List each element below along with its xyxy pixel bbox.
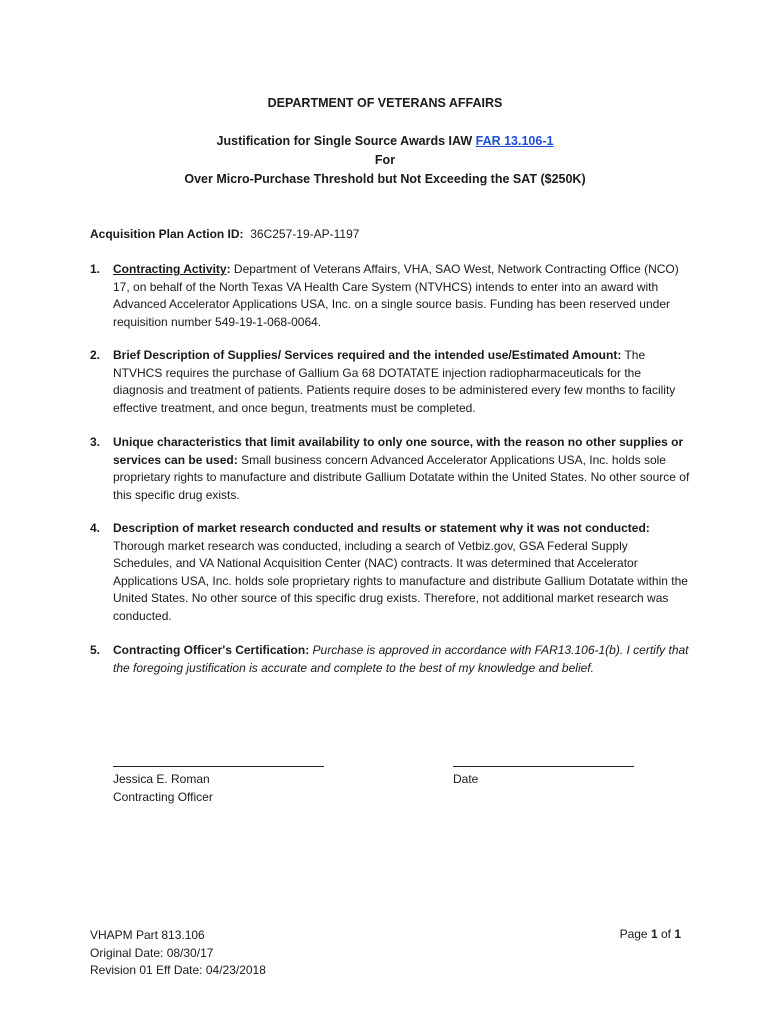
item-contracting-activity: [90, 261, 690, 331]
signature-line[interactable]: [113, 766, 324, 767]
acquisition-plan-id: [90, 227, 359, 241]
footer-part: VHAPM Part 813.106: [90, 928, 205, 942]
page-prefix: Page: [619, 927, 651, 941]
page-total: 1: [674, 927, 681, 941]
item-number: 3.: [90, 435, 101, 449]
document-title: [0, 134, 770, 148]
date-line[interactable]: [453, 766, 634, 767]
item-officer-certification: [90, 642, 690, 677]
item-text: Department of Veterans Affairs, VHA, SAO West, Network Contracting Office (NCO) 17, on behalf of the North Texas VA Health Care System (NTVHCS) intends to enter into an award with Advanced Accelerator Applications USA, Inc. on a single source basis. Funding has been reserved under requisition number 549-19-1-068-0064.: [113, 262, 679, 329]
page-of: of: [657, 927, 675, 941]
title-prefix: Justification for Single Source Awards IAW: [216, 134, 476, 148]
department-heading: DEPARTMENT OF VETERANS AFFAIRS: [267, 96, 503, 110]
footer-info: [90, 927, 266, 980]
title-subtitle: Over Micro-Purchase Threshold but Not Exceeding the SAT ($250K): [184, 172, 586, 186]
item-market-research: [90, 520, 690, 625]
plan-value: 36C257-19-AP-1197: [250, 227, 360, 241]
signer-role: Contracting Officer: [113, 790, 213, 804]
item-number: 5.: [90, 643, 101, 657]
item-number: 1.: [90, 262, 101, 276]
signer-block: [113, 770, 213, 806]
item-text: Thorough market research was conducted, including a search of Vetbiz.gov, GSA Federal Supply Schedules, and VA National Acquisition Center (NAC) contracts. It was determined that Accelerator Applications USA, Inc. holds sole proprietary rights to manufacture and distribute Gallium Dotatate within the United States. No other source of this specific drug exists. Therefore, not additional market research was conducted.: [113, 538, 688, 623]
signer-name: Jessica E. Roman: [113, 772, 210, 786]
item-text: The NTVHCS requires the purchase of Gallium Ga 68 DOTATATE injection radiopharmaceuticals for the diagnosis and treatment of patients. Patients require doses to be administered every few months to facility effective treatment, and once begun, treatments must be completed.: [113, 348, 676, 415]
item-heading-colon: :: [226, 262, 231, 276]
title-for: For: [374, 153, 396, 167]
plan-label: Acquisition Plan Action ID:: [90, 227, 244, 241]
page-current: 1: [650, 927, 658, 941]
item-heading: Brief Description of Supplies/ Services required and the intended use/Estimated Amount:: [113, 348, 622, 362]
footer-revision: Revision 01 Eff Date: 04/23/2018: [90, 963, 266, 977]
footer-original-date: Original Date: 08/30/17: [90, 945, 214, 960]
item-text: Purchase is approved in accordance with FAR13.106-1(b). I certify that the foregoing justification is accurate and complete to the best of my knowledge and belief.: [113, 643, 689, 675]
item-heading: Contracting Officer's Certification:: [113, 643, 310, 657]
date-label: Date: [453, 772, 479, 786]
item-number: 4.: [90, 521, 101, 535]
item-description-supplies: [90, 347, 690, 417]
item-text: Small business concern Advanced Accelerator Applications USA, Inc. holds sole proprietary rights to manufacture and distribute Gallium Dotatate within the United States. No other source of this specific drug exists.: [113, 452, 690, 502]
page-number: [620, 927, 681, 941]
item-heading: Unique characteristics that limit availability to only one source, with the reason no other supplies or services can be used:: [113, 435, 684, 467]
item-heading: Description of market research conducted and results or statement why it was not conducted:: [113, 521, 650, 535]
far-link[interactable]: FAR 13.106-1: [475, 134, 554, 148]
item-heading: Contracting Activity: [113, 262, 227, 276]
item-number: 2.: [90, 348, 101, 362]
item-unique-characteristics: [90, 434, 690, 504]
